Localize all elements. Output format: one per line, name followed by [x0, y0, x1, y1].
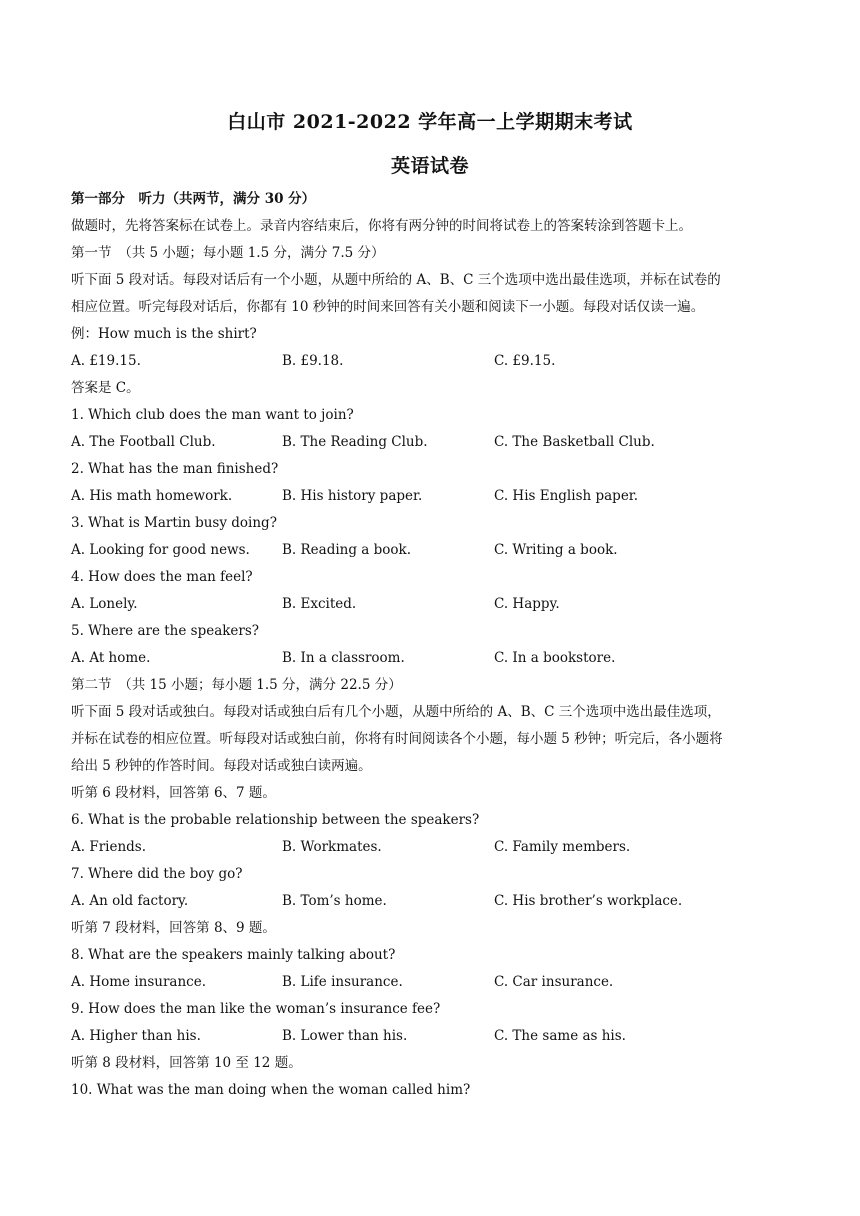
material-8-instruction: 听第 8 段材料，回答第 10 至 12 题。	[71, 1055, 302, 1071]
q6-option-b: B. Workmates.	[282, 839, 382, 855]
question-1: 1. Which club does the man want to join?	[71, 407, 354, 423]
q1-option-b: B. The Reading Club.	[282, 434, 428, 450]
q3-option-c: C. Writing a book.	[494, 542, 618, 558]
q4-option-b: B. Excited.	[282, 596, 357, 612]
question-8: 8. What are the speakers mainly talking about?	[71, 947, 396, 963]
question-2: 2. What has the man finished?	[71, 461, 279, 477]
q1-option-a: A. The Football Club.	[71, 434, 216, 450]
example-question: 例：How much is the shirt?	[71, 326, 257, 342]
question-10: 10. What was the man doing when the woman called him?	[71, 1082, 471, 1098]
question-9: 9. How does the man like the woman’s insurance fee?	[71, 1001, 441, 1017]
q7-option-c: C. His brother’s workplace.	[494, 893, 683, 909]
q5-option-b: B. In a classroom.	[282, 650, 405, 666]
question-3: 3. What is Martin busy doing?	[71, 515, 277, 531]
section2-heading: 第二节 （共 15 小题；每小题 1.5 分，满分 22.5 分）	[71, 677, 402, 693]
section2-instructions: 给出 5 秒钟的作答时间。每段对话或独白读两遍。	[71, 758, 372, 774]
example-option-c: C. £9.15.	[494, 353, 556, 369]
exam-title: 白山市 2021-2022 学年高一上学期期末考试	[227, 111, 633, 133]
q1-option-c: C. The Basketball Club.	[494, 434, 655, 450]
q2-option-b: B. His history paper.	[282, 488, 423, 504]
q3-option-a: A. Looking for good news.	[71, 542, 250, 558]
section2-instructions: 听下面 5 段对话或独白。每段对话或独白后有几个小题，从题中所给的 A、B、C 三个选项中选出最佳选项，	[71, 704, 721, 720]
q9-option-c: C. The same as his.	[494, 1028, 626, 1044]
q7-option-b: B. Tom’s home.	[282, 893, 387, 909]
q2-option-c: C. His English paper.	[494, 488, 639, 504]
question-4: 4. How does the man feel?	[71, 569, 253, 585]
q8-option-c: C. Car insurance.	[494, 974, 614, 990]
q9-option-a: A. Higher than his.	[71, 1028, 201, 1044]
q5-option-a: A. At home.	[71, 650, 151, 666]
q4-option-a: A. Lonely.	[71, 596, 138, 612]
q2-option-a: A. His math homework.	[71, 488, 233, 504]
material-7-instruction: 听第 7 段材料，回答第 8、9 题。	[71, 920, 276, 936]
question-7: 7. Where did the boy go?	[71, 866, 243, 882]
question-5: 5. Where are the speakers?	[71, 623, 260, 639]
q3-option-b: B. Reading a book.	[282, 542, 412, 558]
section1-instructions: 相应位置。听完每段对话后，你都有 10 秒钟的时间来回答有关小题和阅读下一小题。每段对话仅读一遍。	[71, 299, 705, 315]
intro-text: 做题时，先将答案标在试卷上。录音内容结束后，你将有两分钟的时间将试卷上的答案转涂到答题卡上。	[71, 218, 692, 234]
example-option-a: A. £19.15.	[71, 353, 141, 369]
material-6-instruction: 听第 6 段材料，回答第 6、7 题。	[71, 785, 276, 801]
example-option-b: B. £9.18.	[282, 353, 344, 369]
q8-option-a: A. Home insurance.	[71, 974, 206, 990]
q9-option-b: B. Lower than his.	[282, 1028, 408, 1044]
section1-heading: 第一节 （共 5 小题；每小题 1.5 分，满分 7.5 分）	[71, 245, 385, 261]
q8-option-b: B. Life insurance.	[282, 974, 403, 990]
q6-option-a: A. Friends.	[71, 839, 147, 855]
example-answer: 答案是 C。	[71, 380, 140, 396]
section2-instructions: 并标在试卷的相应位置。听每段对话或独白前，你将有时间阅读各个小题，每小题 5 秒钟；听完后，各小题将	[71, 731, 723, 747]
q4-option-c: C. Happy.	[494, 596, 560, 612]
exam-subtitle: 英语试卷	[390, 155, 469, 177]
q5-option-c: C. In a bookstore.	[494, 650, 616, 666]
part1-heading: 第一部分 听力（共两节，满分 30 分）	[71, 191, 316, 207]
question-6: 6. What is the probable relationship between the speakers?	[71, 812, 480, 828]
q6-option-c: C. Family members.	[494, 839, 631, 855]
section1-instructions: 听下面 5 段对话。每段对话后有一个小题，从题中所给的 A、B、C 三个选项中选出最佳选项，并标在试卷的	[71, 272, 721, 288]
q7-option-a: A. An old factory.	[71, 893, 189, 909]
